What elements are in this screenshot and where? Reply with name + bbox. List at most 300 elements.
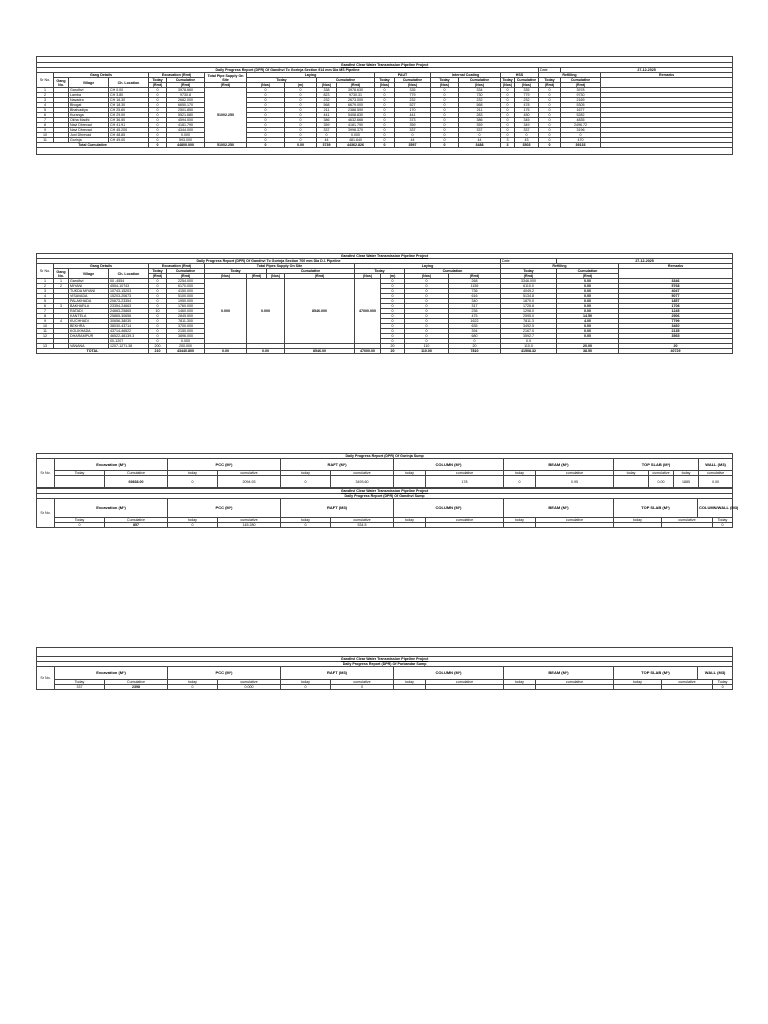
table-cell: 470 bbox=[561, 138, 601, 143]
table-cell: 1245 bbox=[619, 309, 733, 314]
gandhvi-sump-report bbox=[36, 488, 739, 528]
table-cell: 340 bbox=[449, 299, 501, 304]
table-cell: 1298.0 bbox=[501, 309, 557, 314]
table-cell: 0 bbox=[285, 123, 317, 128]
s2-u5: (Nos) bbox=[267, 274, 285, 279]
porbandar-sump-report bbox=[36, 647, 732, 690]
table-cell: cumulative bbox=[218, 518, 281, 523]
table-cell: PALAKHADA bbox=[69, 299, 109, 304]
s4-subtitle: Daily Progress Report (DPR) Of Gandhvi Sump bbox=[37, 494, 733, 499]
s1-total-cell: 0 bbox=[539, 143, 561, 148]
table-cell: 43 bbox=[515, 138, 539, 143]
table-cell: 9730.8 bbox=[167, 93, 205, 98]
table-cell: 0 bbox=[285, 93, 317, 98]
s1-blank-row bbox=[37, 148, 733, 155]
table-cell: 2 bbox=[54, 284, 69, 289]
table-cell: VISAVADA bbox=[69, 294, 109, 299]
s1-h-ic-today: Today bbox=[431, 78, 459, 83]
table-cell: 4835 bbox=[561, 118, 601, 123]
s5-col-raft: RAFT (M3) bbox=[281, 667, 394, 680]
s1-h-ic-cum: Cumulative bbox=[459, 78, 501, 83]
s1-total-cell: 44362.826 bbox=[337, 143, 375, 148]
table-cell: 0.00 bbox=[557, 284, 619, 289]
table-cell: 2595.0 bbox=[501, 314, 557, 319]
table-cell: 1207-1271.38 bbox=[109, 344, 149, 349]
table-cell: 0 bbox=[501, 123, 515, 128]
table-cell: 0 bbox=[247, 128, 285, 133]
table-cell: 0.00 bbox=[557, 299, 619, 304]
table-cell: 0 bbox=[405, 319, 449, 324]
table-cell: 178 bbox=[426, 476, 504, 488]
table-cell: 20 bbox=[449, 344, 501, 349]
table-cell: 0 bbox=[281, 523, 331, 528]
table-cell: 268 bbox=[449, 279, 501, 284]
table-cell: 0 bbox=[431, 88, 459, 93]
s1-h-ch: Ch. Location bbox=[109, 78, 149, 88]
table-cell: today bbox=[674, 471, 699, 476]
table-cell: 0 bbox=[149, 98, 167, 103]
table-cell: 110 bbox=[405, 344, 449, 349]
table-cell: 0 bbox=[317, 133, 337, 138]
s2-u6: (Rmt) bbox=[285, 274, 355, 279]
table-cell: cumulative bbox=[536, 518, 614, 523]
table-cell: 0 bbox=[381, 309, 405, 314]
table-cell: CH 18.30 bbox=[109, 103, 149, 108]
table-cell: 9 bbox=[37, 128, 54, 133]
s2-h-exc-cum: Cumulative bbox=[167, 269, 205, 274]
s2-total-cell: 43440.800 bbox=[167, 349, 205, 354]
table-cell: 13 bbox=[37, 344, 54, 349]
table-cell: 0 bbox=[285, 103, 317, 108]
table-cell: 334 bbox=[459, 88, 501, 93]
table-cell: cumulative bbox=[331, 518, 394, 523]
table-cell: 232 bbox=[515, 98, 539, 103]
s2-h-lay-today: Today bbox=[355, 269, 405, 274]
table-cell: Kuranga bbox=[69, 113, 109, 118]
table-cell: 3565 bbox=[619, 334, 733, 339]
s1-total-cell: 3 bbox=[501, 143, 515, 148]
table-cell: 0 bbox=[149, 314, 167, 319]
table-cell: Juni Dhrevad bbox=[69, 133, 109, 138]
s2-h-gang-details: Gang Details bbox=[54, 264, 149, 269]
table-cell: 0 bbox=[459, 133, 501, 138]
table-cell: 317 bbox=[449, 304, 501, 309]
table-cell: 4047 bbox=[619, 289, 733, 294]
table-cell: 4049.2 bbox=[501, 289, 557, 294]
table-cell: 00 -4554 bbox=[109, 279, 149, 284]
s2-total-cell: 0.00 bbox=[205, 349, 247, 354]
table-cell: 0 bbox=[381, 339, 405, 344]
table-cell: 2496.72 bbox=[561, 123, 601, 128]
table-cell: 0 bbox=[539, 138, 561, 143]
table-cell: 2169 bbox=[561, 98, 601, 103]
table-cell: 0.00 bbox=[557, 304, 619, 309]
table-cell: 43714-46522 bbox=[109, 329, 149, 334]
s1-h-excavation: Excavation (Rmt) bbox=[149, 73, 205, 78]
table-cell: 0 bbox=[149, 118, 167, 123]
table-cell: 236 bbox=[449, 309, 501, 314]
s2-title: Gandhvi Clear Water Transmission Pipeline Project bbox=[37, 254, 733, 259]
table-cell bbox=[394, 476, 426, 488]
table-cell: Bhogat bbox=[69, 103, 109, 108]
s1-u11: (Nos) bbox=[459, 83, 501, 88]
s2-u8: (m) bbox=[381, 274, 405, 279]
table-cell: KOLIKHADA bbox=[69, 329, 109, 334]
table-cell: 0.00 bbox=[557, 294, 619, 299]
s4-srno: Sr No. bbox=[37, 499, 55, 528]
table-cell: 1885 bbox=[674, 476, 699, 488]
table-cell: 0 bbox=[285, 88, 317, 93]
table-cell: 0 bbox=[247, 123, 285, 128]
table-cell: 1950.000 bbox=[167, 299, 205, 304]
table-cell: 3493.60 bbox=[331, 476, 394, 488]
s2-h-total-pipe: Total Pipes Supply On Site bbox=[205, 264, 355, 269]
s1-u3: (Rmt) bbox=[205, 83, 247, 88]
s2-h-excavation: Excavation (Rmt) bbox=[149, 264, 205, 269]
table-cell: 0 bbox=[431, 93, 459, 98]
table-cell: 593.000 bbox=[167, 138, 205, 143]
table-cell: 0 bbox=[149, 128, 167, 133]
table-cell: 0 bbox=[501, 133, 515, 138]
table-cell: Today bbox=[713, 680, 733, 685]
s1-subtitle: Daily Progress Report (DPR) Of Gandhvi To Gorinja Section 914 mm Dia MS Pipeline bbox=[37, 68, 539, 73]
table-cell: 0 bbox=[405, 334, 449, 339]
table-cell bbox=[426, 685, 504, 690]
s5-col-excavation: Excavation (M³) bbox=[55, 667, 168, 680]
s1-u12: (Nos) bbox=[501, 83, 515, 88]
table-cell: 20 bbox=[381, 344, 405, 349]
table-cell: Okha Madhi bbox=[69, 118, 109, 123]
table-cell: 1 bbox=[54, 279, 69, 284]
table-cell: 5 bbox=[37, 299, 54, 304]
table-cell: 1 bbox=[37, 279, 54, 284]
s5-title: Gandhvi Clear Water Transmission Pipeline Project bbox=[37, 657, 733, 662]
table-cell: 7811.300 bbox=[167, 319, 205, 324]
table-cell: 3978.660 bbox=[167, 88, 205, 93]
table-cell: 478 bbox=[515, 103, 539, 108]
table-cell: 2845.500 bbox=[167, 314, 205, 319]
table-cell: 283 bbox=[459, 113, 501, 118]
table-cell: 2094.93 bbox=[218, 476, 281, 488]
table-cell: today bbox=[394, 518, 426, 523]
table-cell: 857 bbox=[105, 523, 168, 528]
table-cell: 0 bbox=[381, 324, 405, 329]
table-cell: 779 bbox=[515, 93, 539, 98]
table-cell: 0 bbox=[381, 304, 405, 309]
s2-u7: (Nos) bbox=[355, 274, 381, 279]
s2-pipe-cum-nos: 8546.000 bbox=[285, 279, 355, 344]
table-cell: 0 bbox=[331, 685, 394, 690]
s1-total-cell: 39133 bbox=[561, 143, 601, 148]
table-cell: 0 bbox=[381, 289, 405, 294]
table-cell: 15203-20673 bbox=[109, 294, 149, 299]
table-cell: 20 bbox=[619, 344, 733, 349]
table-cell: 200 bbox=[149, 344, 167, 349]
table-cell: 0 bbox=[381, 294, 405, 299]
table-cell: 232 bbox=[395, 98, 431, 103]
table-cell: 568 bbox=[459, 103, 501, 108]
table-cell: 337 bbox=[459, 128, 501, 133]
table-cell: 441 bbox=[317, 113, 337, 118]
table-cell: cumulative bbox=[536, 680, 614, 685]
table-cell: 6170.000 bbox=[167, 284, 205, 289]
table-cell: CH 16.30 bbox=[109, 98, 149, 103]
table-cell: 0 bbox=[405, 339, 449, 344]
table-cell: 20673-23354 bbox=[109, 299, 149, 304]
table-cell: today bbox=[168, 471, 218, 476]
s5-col-column: COLUMN (M³) bbox=[394, 667, 504, 680]
s1-total-cell: 3488 bbox=[459, 143, 501, 148]
s1-total-cell: 44800.000 bbox=[167, 143, 205, 148]
table-cell: Bhatvadiya bbox=[69, 108, 109, 113]
table-cell: 0 bbox=[515, 133, 539, 138]
s5-value-row bbox=[37, 685, 733, 690]
table-cell: 0 bbox=[168, 685, 218, 690]
table-cell: today bbox=[614, 471, 649, 476]
table-cell: 11 bbox=[37, 329, 54, 334]
s1-h-refilling: Refilling bbox=[539, 73, 601, 78]
s2-h-lay-cum: Cumulation bbox=[405, 269, 501, 274]
table-cell: 4344.000 bbox=[167, 128, 205, 133]
table-cell: 0 bbox=[247, 108, 285, 113]
s1-h-lay-today: Today bbox=[247, 78, 317, 83]
table-cell: 359 bbox=[317, 123, 337, 128]
table-cell: 0 bbox=[539, 108, 561, 113]
table-cell: 0 bbox=[381, 334, 405, 339]
table-cell: 0 bbox=[501, 113, 515, 118]
s2-pipe-today-nos: 0.000 bbox=[205, 279, 247, 344]
table-cell: 0 bbox=[285, 113, 317, 118]
table-cell: 0 bbox=[149, 329, 167, 334]
table-cell: today bbox=[394, 680, 426, 685]
s5-blank-row bbox=[37, 648, 733, 657]
table-cell: 0 bbox=[449, 339, 501, 344]
table-cell: CH 48.85 bbox=[109, 133, 149, 138]
s1-h-internal-coating: Internal Coating bbox=[431, 73, 501, 78]
table-cell: 23354-24663 bbox=[109, 304, 149, 309]
table-cell: 0 bbox=[381, 299, 405, 304]
s2-u3: (Nos) bbox=[205, 274, 247, 279]
s4-col-column-wall: COLUMN/WALL (M3) bbox=[698, 499, 733, 518]
table-cell: 6110.0 bbox=[501, 284, 557, 289]
table-cell: 2150.000 bbox=[167, 329, 205, 334]
table-cell: 0.00 bbox=[699, 476, 733, 488]
table-cell: 0 bbox=[375, 108, 395, 113]
table-cell: 0 bbox=[285, 98, 317, 103]
table-cell: 7 bbox=[37, 309, 54, 314]
table-cell: CH 0.00 bbox=[109, 88, 149, 93]
table-cell: 1857 bbox=[619, 299, 733, 304]
table-cell: 0 bbox=[375, 118, 395, 123]
gorinja-sump-report bbox=[36, 453, 732, 488]
table-cell: 0 bbox=[539, 123, 561, 128]
s1-h-hss-today: Today bbox=[502, 78, 513, 82]
table-cell: 0.0 bbox=[501, 339, 557, 344]
s2-total-cell: 20 bbox=[381, 349, 405, 354]
table-cell: 3346 bbox=[619, 279, 733, 284]
table-cell bbox=[662, 685, 713, 690]
table-cell: 0 bbox=[713, 523, 733, 528]
s1-u8: (Nos) bbox=[375, 83, 395, 88]
table-cell: 0.00 bbox=[557, 309, 619, 314]
table-cell: 0 bbox=[375, 103, 395, 108]
table-cell: 200.000 bbox=[167, 344, 205, 349]
table-cell: 0 bbox=[247, 88, 285, 93]
s3-col-wall: WALL (M3) bbox=[699, 459, 733, 471]
s1-total-cell: 51002.250 bbox=[205, 143, 247, 148]
s2-u11: (Rmt) bbox=[501, 274, 557, 279]
table-cell: 0 bbox=[501, 103, 515, 108]
table-cell: today bbox=[281, 471, 331, 476]
table-cell: 0 bbox=[375, 123, 395, 128]
table-cell: 0 bbox=[149, 279, 167, 284]
table-cell: 386 bbox=[317, 118, 337, 123]
table-cell: 0 bbox=[395, 133, 431, 138]
table-cell: TUKDA MIYANI bbox=[69, 289, 109, 294]
table-cell: Navi Dhrevad bbox=[69, 123, 109, 128]
s1-h-gang-no: Gang No. bbox=[54, 78, 69, 88]
table-cell: 10 bbox=[37, 324, 54, 329]
table-cell: 8 bbox=[37, 123, 54, 128]
table-cell: 0 bbox=[285, 118, 317, 123]
s1-u14: (Rmt) bbox=[539, 83, 561, 88]
s1-h-hss: HSS bbox=[501, 73, 539, 78]
s1-h-exc-today: Today bbox=[149, 78, 167, 83]
s1-u6: (Nos) bbox=[317, 83, 337, 88]
table-cell: 0 bbox=[168, 476, 218, 488]
table-cell: 0 bbox=[285, 133, 317, 138]
table-cell: Cumulative bbox=[105, 518, 168, 523]
table-cell: 345 bbox=[515, 118, 539, 123]
table-cell: 0 bbox=[504, 476, 536, 488]
table-cell: MIYANI bbox=[69, 284, 109, 289]
table-cell: 0 bbox=[405, 309, 449, 314]
s3-col-raft: RAFT (M³) bbox=[281, 459, 394, 471]
table-cell: 4150.000 bbox=[167, 289, 205, 294]
table-cell: 481.640 bbox=[337, 138, 375, 143]
s2-total-cell: 41508.32 bbox=[501, 349, 557, 354]
s1-date-label: Date bbox=[539, 68, 561, 73]
table-cell: cumulative bbox=[426, 471, 504, 476]
table-cell: today bbox=[168, 518, 218, 523]
table-cell: 0 bbox=[381, 319, 405, 324]
s1-u2: (Rmt) bbox=[167, 83, 205, 88]
s1-h-srno: Sr No. bbox=[37, 73, 54, 88]
table-cell: 335 bbox=[395, 88, 431, 93]
table-cell: 232 bbox=[459, 98, 501, 103]
table-cell: 0 bbox=[375, 113, 395, 118]
table-cell: 0 bbox=[539, 113, 561, 118]
table-cell: 680 bbox=[449, 334, 501, 339]
table-cell: 38030-43714 bbox=[109, 324, 149, 329]
table-cell: 2501.850 bbox=[167, 108, 205, 113]
table-cell: 2398 bbox=[105, 685, 168, 690]
table-cell: 0 bbox=[247, 103, 285, 108]
table-cell: 0 bbox=[149, 138, 167, 143]
table-cell: 4594.000 bbox=[167, 118, 205, 123]
s1-u1: (Rmt) bbox=[149, 83, 167, 88]
table-cell: RATADI bbox=[69, 309, 109, 314]
table-cell: 4 bbox=[37, 294, 54, 299]
table-cell: 0 bbox=[381, 284, 405, 289]
s2-h-gang-no: Gang No. bbox=[54, 269, 69, 279]
s1-h-hss-cum: Cumulative bbox=[515, 78, 539, 83]
table-cell: 0 bbox=[149, 334, 167, 339]
s1-rows bbox=[37, 88, 733, 143]
table-cell: 0 bbox=[431, 108, 459, 113]
table-cell: 5305 bbox=[561, 103, 601, 108]
table-cell: 0 bbox=[281, 476, 331, 488]
s1-total-cell: 0 bbox=[149, 143, 167, 148]
table-cell: 5282 bbox=[561, 113, 601, 118]
table-cell: 0 bbox=[149, 319, 167, 324]
s5-subtitle: Daily Progress Report (DPR) Of Porbandar Sump bbox=[37, 662, 733, 667]
table-cell: today bbox=[504, 471, 536, 476]
table-cell: 2388.590 bbox=[337, 108, 375, 113]
table-cell: 2673.000 bbox=[337, 98, 375, 103]
table-cell: 0.000 bbox=[337, 133, 375, 138]
table-cell: 337 bbox=[395, 128, 431, 133]
table-cell bbox=[394, 685, 426, 690]
table-cell: 0.00 bbox=[557, 329, 619, 334]
s2-h-ch: Ch. Location bbox=[109, 269, 149, 279]
table-cell: 0 bbox=[168, 523, 218, 528]
s2-total-cell: 8546.00 bbox=[285, 349, 355, 354]
table-cell: cumulative bbox=[649, 471, 674, 476]
table-cell: 0 bbox=[431, 123, 459, 128]
table-cell: DHARAMPUR bbox=[69, 334, 109, 339]
table-cell: 4181.790 bbox=[167, 123, 205, 128]
s1-h-remarks: Remarks bbox=[601, 73, 733, 78]
s1-u15: (Rmt) bbox=[561, 83, 601, 88]
table-cell: 6 bbox=[37, 113, 54, 118]
table-cell: cumulative bbox=[662, 518, 713, 523]
table-cell: Cumulative bbox=[105, 680, 168, 685]
table-cell: 69838.00 bbox=[105, 476, 168, 488]
s2-u1: (Rmt) bbox=[149, 274, 167, 279]
table-cell: 5521.680 bbox=[167, 113, 205, 118]
table-cell: 2135 bbox=[619, 329, 733, 334]
table-cell: 0 bbox=[247, 93, 285, 98]
table-cell: 9730 bbox=[561, 93, 601, 98]
table-cell: 232 bbox=[317, 98, 337, 103]
table-cell: 0 bbox=[539, 98, 561, 103]
s4-col-excavation: Excavation (M³) bbox=[55, 499, 168, 518]
table-cell: 0 bbox=[501, 118, 515, 123]
s4-col-beam: BEAM (M³) bbox=[504, 499, 614, 518]
table-cell: 7799 bbox=[619, 319, 733, 324]
table-cell: today bbox=[504, 518, 536, 523]
s1-u10: (Nos) bbox=[431, 83, 459, 88]
s4-value-row bbox=[37, 523, 733, 528]
table-cell bbox=[394, 523, 426, 528]
s1-total-cell: 3597 bbox=[395, 143, 431, 148]
s2-h-ref-today: Today bbox=[501, 269, 557, 274]
table-cell: cumulative bbox=[536, 471, 614, 476]
table-cell: 823 bbox=[317, 93, 337, 98]
s1-h-paut-today: Today bbox=[375, 78, 395, 83]
table-cell: 0 bbox=[561, 133, 601, 138]
s2-h-pipe-cum: Cumulative bbox=[267, 269, 355, 274]
s5-col-beam: BEAM (M³) bbox=[504, 667, 614, 680]
table-cell: 0 bbox=[539, 133, 561, 138]
table-cell: 0 bbox=[285, 138, 317, 143]
s1-h-laying: Laying bbox=[247, 73, 375, 78]
s2-u2: (Rmt) bbox=[167, 274, 205, 279]
table-cell bbox=[426, 523, 504, 528]
table-cell: 4 bbox=[54, 319, 69, 324]
s3-col-excavation: Excavation (M³) bbox=[55, 459, 168, 471]
